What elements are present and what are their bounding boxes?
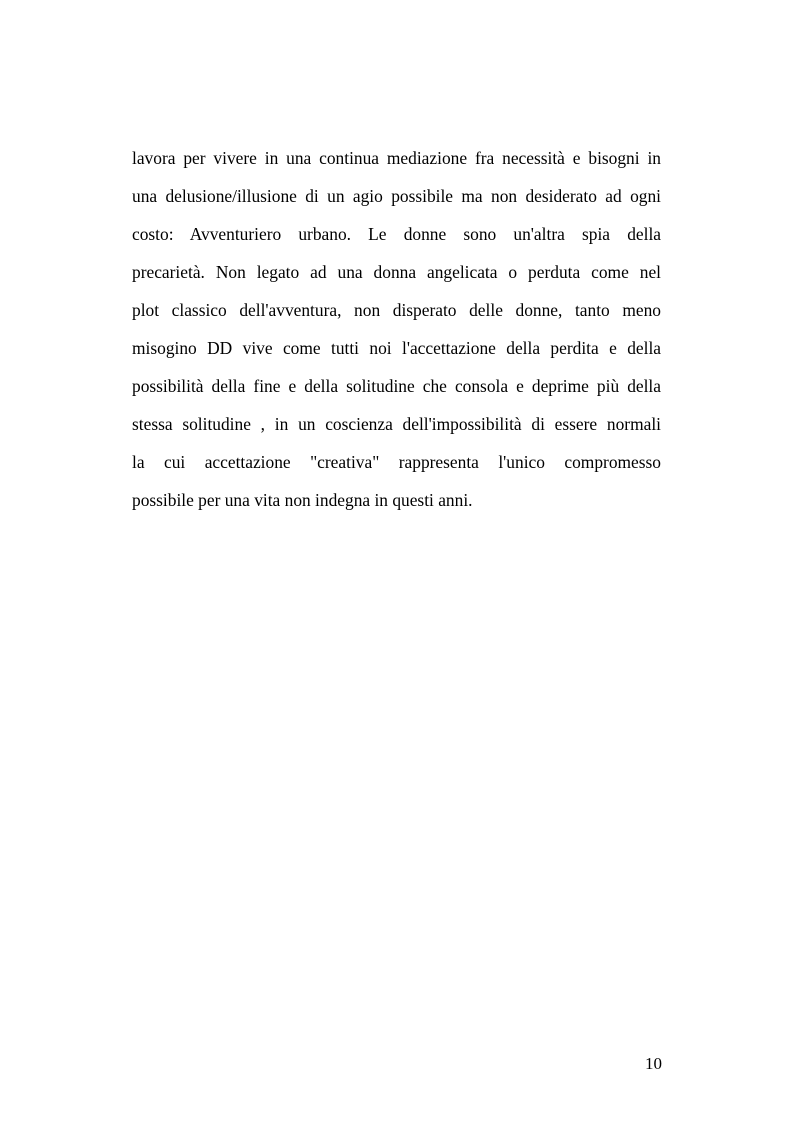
paragraph-line-10: possibile per una vita non indegna in questi anni. (132, 490, 473, 510)
paragraph-line-5: plot classico dell'avventura, non disperato delle donne, tanto meno (132, 300, 661, 320)
paragraph-line-8: stessa solitudine , in un coscienza dell'impossibilità di essere normali (132, 414, 661, 434)
paragraph-line-4: precarietà. Non legato ad una donna angelicata o perduta come nel (132, 262, 661, 282)
paragraph-line-3: costo: Avventuriero urbano. Le donne sono un'altra spia della (132, 224, 661, 244)
paragraph-line-9: la cui accettazione "creativa" rappresenta l'unico compromesso (132, 452, 661, 472)
paragraph-line-6: misogino DD vive come tutti noi l'accettazione della perdita e della (132, 338, 661, 358)
body-paragraph (132, 139, 661, 519)
paragraph-line-1: lavora per vivere in una continua mediazione fra necessità e bisogni in (132, 148, 661, 168)
paragraph-line-7: possibilità della fine e della solitudine che consola e deprime più della (132, 376, 661, 396)
page-number: 10 (645, 1054, 662, 1073)
paragraph-line-2: una delusione/illusione di un agio possibile ma non desiderato ad ogni (132, 186, 661, 206)
